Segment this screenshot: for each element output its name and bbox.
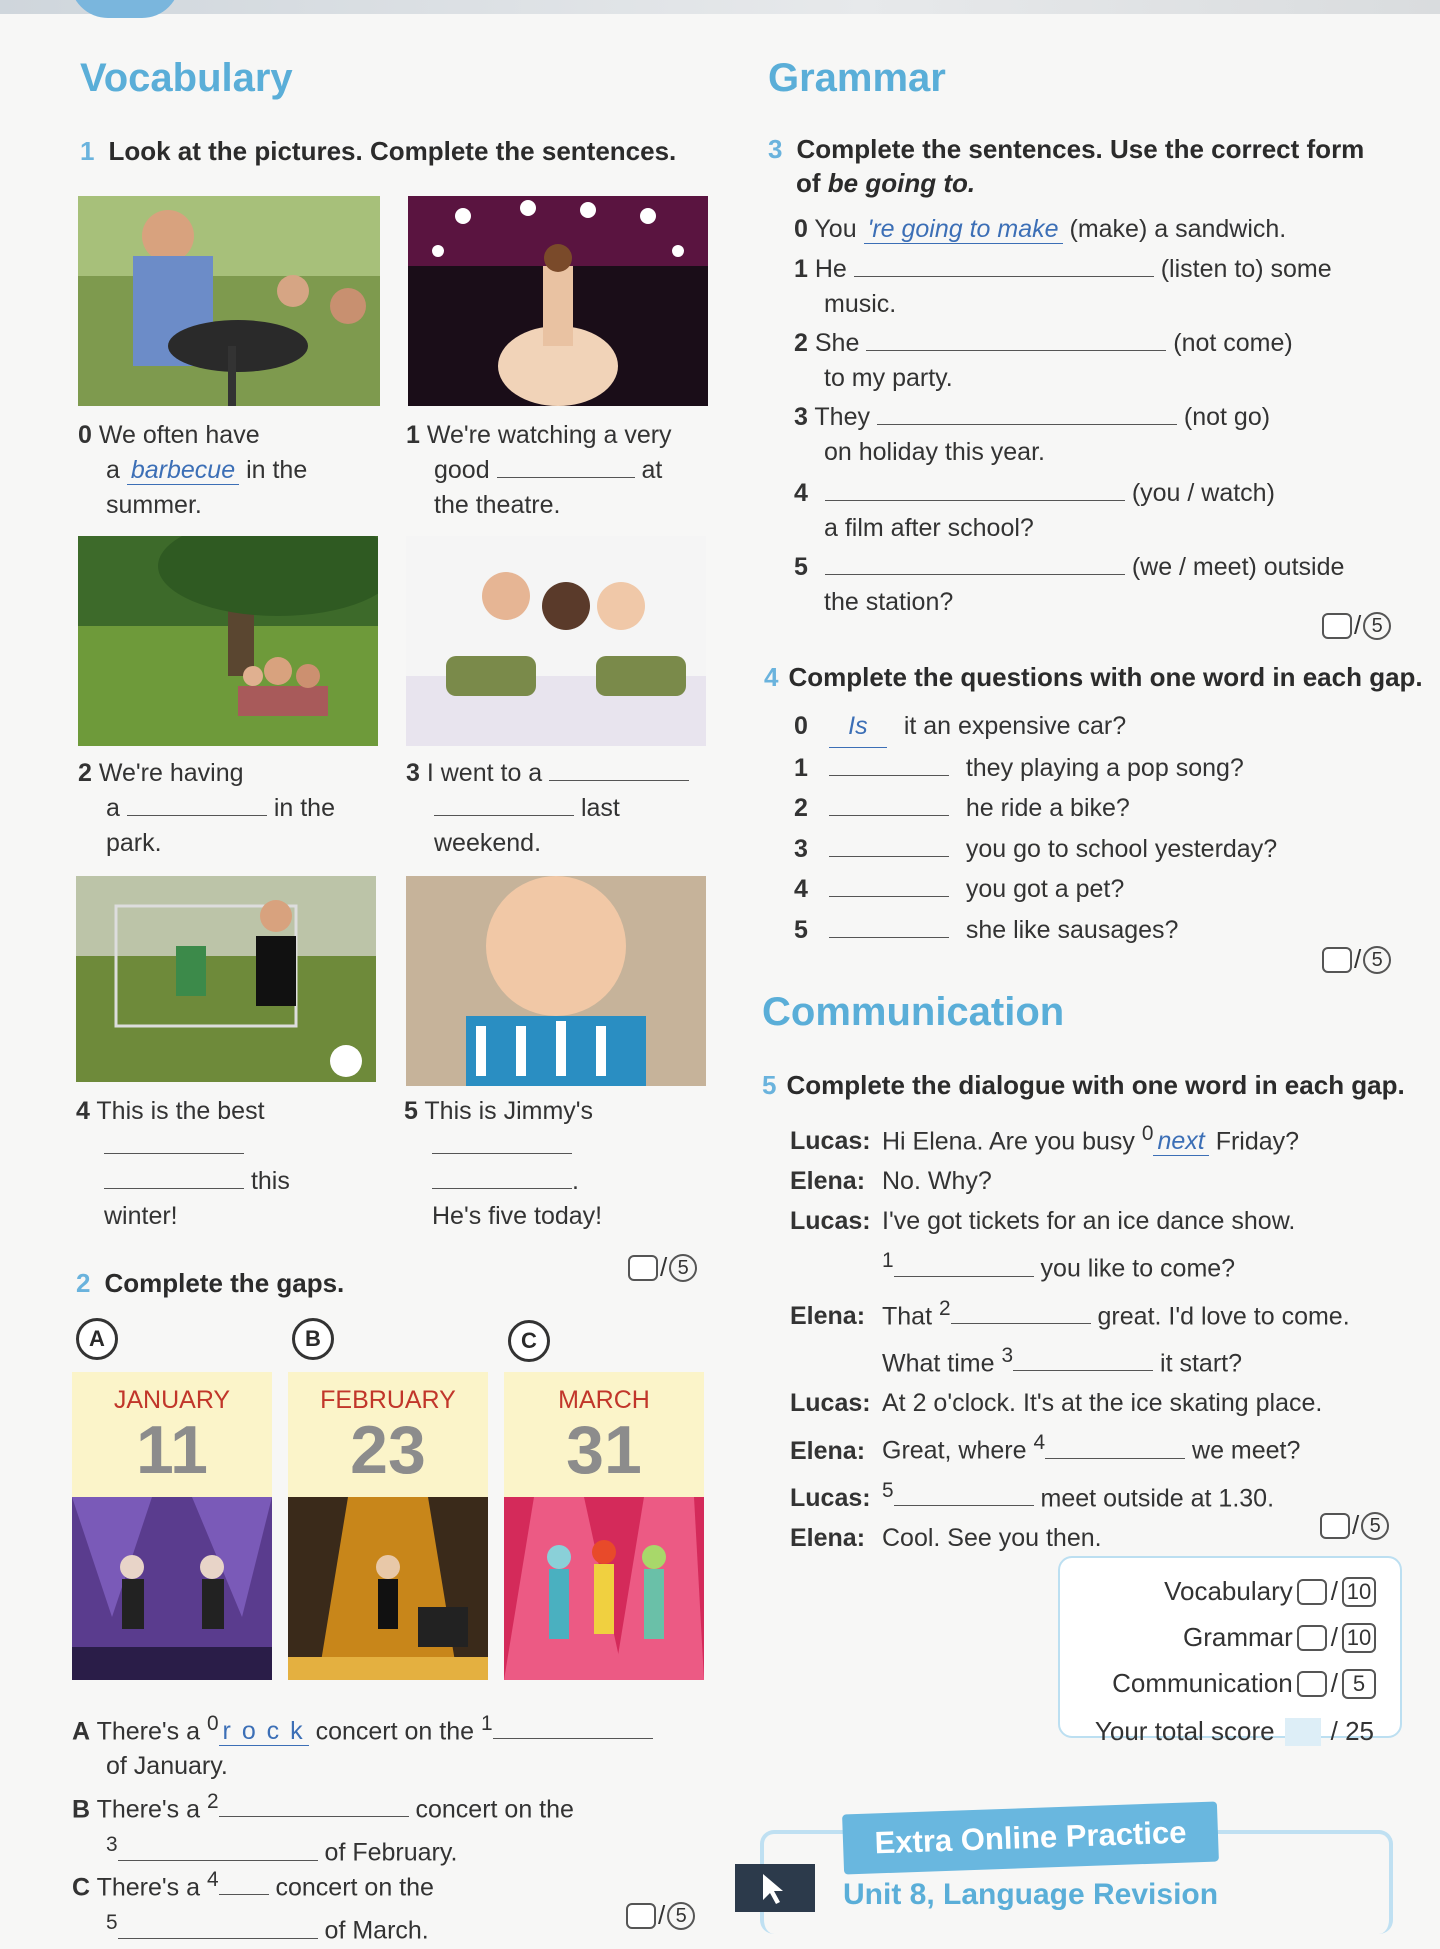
dialogue-text: Great, where — [882, 1436, 1027, 1465]
grammar-item-5 — [794, 550, 1344, 620]
theatre-singer-picture — [408, 196, 708, 406]
score-max: 5 — [1363, 946, 1391, 974]
item-text: on holiday this year. — [824, 438, 1045, 466]
gap-blank[interactable] — [877, 424, 1177, 425]
calendar-header — [504, 1372, 704, 1497]
item-number: 1 — [794, 753, 808, 782]
ex2-sentence-b — [72, 1784, 574, 1871]
dialogue-text: At 2 o'clock. It's at the ice skating place. — [882, 1389, 1323, 1418]
grammar-item-4 — [794, 476, 1275, 546]
barbecue-picture — [78, 196, 380, 406]
gap-blank[interactable] — [829, 937, 949, 938]
calendar-february — [288, 1372, 488, 1680]
gap-number: 3 — [106, 1833, 118, 1857]
gap-blank[interactable] — [866, 350, 1166, 351]
gap-blank[interactable] — [219, 1816, 409, 1817]
score-box[interactable] — [626, 1903, 656, 1929]
answer-going-to-make: 're going to make — [864, 215, 1063, 244]
gap-number: 5 — [106, 1911, 118, 1935]
total-score-box[interactable] — [1285, 1718, 1321, 1746]
gap-number: 0 — [206, 1712, 219, 1735]
item-text: the station? — [824, 588, 954, 616]
item-number: 5 — [794, 915, 808, 944]
item-text: the theatre. — [434, 491, 561, 519]
item-hint: (listen to) some — [1160, 255, 1332, 283]
answer-rock: r o c k — [219, 1717, 309, 1746]
dialogue-line — [790, 1471, 1350, 1518]
item-text: She — [814, 329, 860, 357]
item-text: They — [814, 403, 870, 431]
summary-label: Grammar — [1182, 1622, 1293, 1652]
item-text: you go to school yesterday? — [965, 834, 1278, 863]
item-text: park. — [106, 829, 162, 857]
picnic-picture — [78, 536, 378, 746]
item-text: you got a pet? — [965, 875, 1125, 903]
ex3-score: / 5 — [1322, 610, 1391, 641]
item-text: He's five today! — [432, 1202, 603, 1230]
sentence-label: C — [72, 1873, 91, 1902]
dialogue-line — [790, 1289, 1350, 1336]
calendar-b-badge: B — [292, 1318, 334, 1360]
item-text: last — [580, 794, 620, 822]
extra-practice-title[interactable]: Extra Online Practice — [842, 1801, 1219, 1874]
ex4-item-5 — [794, 910, 1277, 951]
score-box[interactable] — [1297, 1671, 1327, 1697]
answer-is: Is — [829, 706, 887, 748]
speaker-name: Lucas: — [790, 1389, 871, 1418]
calendar-january — [72, 1372, 272, 1680]
birthday-cake-picture — [406, 876, 706, 1086]
gap-blank[interactable] — [829, 775, 949, 776]
speaker-name: Lucas: — [790, 1207, 871, 1236]
sentence-text: of January. — [106, 1752, 228, 1781]
dialogue-text: it start? — [1160, 1349, 1243, 1378]
summary-max: 10 — [1342, 1623, 1376, 1653]
score-max: 5 — [669, 1254, 697, 1282]
dialogue-line — [790, 1114, 1350, 1161]
calendar-day: 31 — [566, 1412, 642, 1488]
summary-label: Vocabulary — [1164, 1576, 1293, 1606]
gap-number: 5 — [882, 1478, 894, 1502]
gap-number: 0 — [1141, 1122, 1154, 1145]
answer-barbecue: barbecue — [127, 456, 239, 485]
item-text: I went to a — [426, 759, 543, 787]
summary-row-communication: Communication / 5 — [1112, 1668, 1376, 1699]
gap-blank[interactable] — [497, 477, 635, 478]
item-text: This is the best — [96, 1097, 265, 1125]
ex5-instruction — [762, 1070, 1405, 1101]
item-number: 2 — [794, 794, 808, 822]
calendar-day: 23 — [350, 1412, 426, 1488]
item-text: a — [106, 794, 120, 822]
sentence-label: A — [72, 1717, 91, 1746]
ex4-score: / 5 — [1322, 944, 1391, 975]
gap-blank[interactable] — [432, 1153, 572, 1154]
dialogue-text: Hi Elena. Are you busy — [882, 1127, 1135, 1156]
sentence-text: There's a — [96, 1873, 200, 1902]
grammar-heading: Grammar — [768, 56, 946, 100]
score-max: 5 — [667, 1902, 695, 1930]
dialogue-line — [790, 1201, 1350, 1241]
ex2-sentence-c — [72, 1862, 434, 1949]
gap-blank[interactable] — [894, 1276, 1034, 1277]
dialogue-text: we meet? — [1192, 1436, 1301, 1465]
dialogue-text: Cool. See you then. — [882, 1523, 1102, 1552]
ex4-item-1 — [794, 748, 1277, 789]
speaker-name: Elena: — [790, 1436, 866, 1465]
item-text: You — [814, 215, 857, 243]
item-number: 1 — [406, 421, 420, 449]
vocabulary-heading: Vocabulary — [80, 56, 293, 100]
gap-number: 4 — [1033, 1431, 1046, 1455]
answer-next: next — [1153, 1127, 1208, 1156]
dialogue-text: Friday? — [1215, 1127, 1300, 1156]
item-number: 5 — [794, 553, 808, 581]
gap-blank[interactable] — [104, 1153, 244, 1154]
item-text: he ride a bike? — [965, 794, 1130, 822]
ex4-item-0 — [794, 706, 1277, 748]
score-box[interactable] — [1297, 1625, 1327, 1651]
sentence-text: concert on the — [415, 1795, 574, 1824]
ex4-number: 4 — [764, 662, 779, 692]
calendar-month: JANUARY — [113, 1386, 231, 1414]
summary-row-vocabulary: Vocabulary / 10 — [1164, 1576, 1376, 1607]
dialogue-text: you like to come? — [1040, 1254, 1236, 1283]
item-text: good — [434, 456, 490, 484]
gap-blank[interactable] — [829, 896, 949, 897]
vocab-item-1 — [406, 418, 672, 523]
ex1-score: / 5 — [628, 1252, 697, 1283]
sentence-text: of March. — [324, 1916, 429, 1945]
gap-blank[interactable] — [1045, 1458, 1185, 1459]
gap-blank[interactable] — [829, 856, 949, 857]
sentence-text: concert on the — [315, 1717, 475, 1746]
dialogue-line — [790, 1423, 1350, 1470]
item-number: 4 — [794, 479, 808, 507]
speaker-name: Elena: — [790, 1523, 866, 1552]
item-hint: (not come) — [1173, 329, 1293, 357]
gap-blank[interactable] — [432, 1188, 572, 1189]
vocab-item-4 — [76, 1094, 290, 1234]
calendar-month: MARCH — [558, 1386, 650, 1414]
item-text: a film after school? — [824, 514, 1034, 542]
item-number: 0 — [794, 215, 808, 243]
ex4-item-2 — [794, 788, 1277, 829]
unit-tab-shape — [70, 0, 180, 18]
summary-label: Communication — [1112, 1668, 1293, 1698]
item-text: weekend. — [434, 829, 542, 857]
ex3-instruction-text: of — [796, 168, 821, 198]
item-text: We often have — [98, 421, 260, 449]
item-number: 2 — [78, 759, 92, 787]
score-box[interactable] — [1320, 1513, 1350, 1539]
ex4-instruction-text: Complete the questions with one word in each gap. — [788, 662, 1423, 692]
item-text: in the — [273, 794, 335, 822]
gap-number: 2 — [938, 1296, 951, 1320]
item-number: 2 — [794, 329, 808, 357]
ex4-item-4 — [794, 869, 1277, 910]
gap-blank[interactable] — [951, 1323, 1091, 1324]
item-number: 1 — [794, 255, 808, 283]
speaker-name: Elena: — [790, 1301, 866, 1330]
item-text: they playing a pop song? — [965, 753, 1244, 782]
ex3-number: 3 — [768, 134, 783, 164]
item-text: at — [641, 456, 663, 484]
communication-heading: Communication — [762, 990, 1065, 1034]
total-label: Your total score — [1094, 1716, 1275, 1746]
score-box[interactable] — [1297, 1579, 1327, 1605]
dialogue-line — [790, 1336, 1350, 1383]
gap-blank[interactable] — [549, 780, 689, 781]
ex4-list — [794, 706, 1277, 950]
gap-blank[interactable] — [1013, 1370, 1153, 1371]
gap-blank[interactable] — [829, 815, 949, 816]
speaker-name: Elena: — [790, 1167, 866, 1196]
item-number: 4 — [76, 1097, 90, 1125]
ex2-sentence-a — [72, 1706, 653, 1784]
sentence-text: concert on the — [275, 1873, 434, 1902]
item-number: 3 — [406, 759, 420, 787]
grammar-item-1 — [794, 252, 1332, 322]
calendar-header — [288, 1372, 488, 1497]
item-text: this — [250, 1167, 290, 1195]
score-box[interactable] — [1322, 613, 1352, 639]
ex4-item-3 — [794, 829, 1277, 870]
item-number: 0 — [78, 421, 92, 449]
speaker-name: Lucas: — [790, 1127, 871, 1156]
dialogue-line — [790, 1518, 1350, 1558]
item-hint: (make) a sandwich. — [1069, 215, 1287, 243]
item-number: 5 — [404, 1097, 418, 1125]
vocab-item-3 — [406, 756, 689, 861]
gap-blank[interactable] — [493, 1738, 653, 1739]
calendar-day: 11 — [136, 1412, 208, 1488]
score-max: 5 — [1363, 612, 1391, 640]
calendar-a-badge: A — [76, 1318, 118, 1360]
ex5-number: 5 — [762, 1070, 777, 1100]
dialogue-text: meet outside at 1.30. — [1040, 1483, 1275, 1512]
dialogue-line — [790, 1383, 1350, 1423]
grammar-item-0 — [794, 212, 1286, 247]
ex3-instruction — [768, 132, 1364, 200]
rock-band-illustration — [72, 1497, 272, 1680]
extra-practice-link[interactable]: Unit 8, Language Revision — [843, 1878, 1219, 1911]
item-hint: (not go) — [1183, 403, 1271, 431]
item-text: summer. — [106, 491, 202, 519]
item-text: she like sausages? — [965, 915, 1179, 944]
gap-number: 4 — [206, 1868, 219, 1891]
speaker-name: Lucas: — [790, 1483, 871, 1512]
item-text: to my party. — [824, 364, 953, 392]
gap-number: 2 — [206, 1790, 219, 1813]
vocab-item-2 — [78, 756, 335, 861]
gap-number: 1 — [882, 1249, 894, 1273]
ex5-instruction-text: Complete the dialogue with one word in each gap. — [786, 1070, 1405, 1100]
summary-max: 5 — [1342, 1669, 1376, 1699]
vocab-item-5 — [404, 1094, 602, 1234]
calendar-header — [72, 1372, 272, 1497]
grammar-item-3 — [794, 400, 1270, 470]
calendar-march — [504, 1372, 704, 1680]
total-max: / 25 — [1330, 1716, 1374, 1746]
dialogue-text: No. Why? — [882, 1167, 992, 1196]
ex4-instruction — [764, 662, 1423, 693]
item-text: winter! — [104, 1202, 178, 1230]
item-text: We're having — [98, 759, 244, 787]
item-text: a — [106, 456, 120, 484]
item-number: 3 — [794, 834, 808, 863]
dialogue-line — [790, 1161, 1350, 1201]
item-hint: (you / watch) — [1131, 479, 1275, 507]
sentence-text: There's a — [96, 1795, 200, 1824]
gap-blank[interactable] — [118, 1938, 318, 1939]
gap-blank[interactable] — [894, 1505, 1034, 1506]
item-text: He — [814, 255, 847, 283]
ex5-score: / 5 — [1320, 1510, 1389, 1541]
gap-blank[interactable] — [104, 1188, 244, 1189]
ex2-number: 2 — [76, 1268, 91, 1298]
dialogue-line — [790, 1241, 1350, 1288]
dialogue-text: That — [882, 1301, 933, 1330]
ex2-instruction — [76, 1268, 344, 1299]
gap-blank[interactable] — [127, 815, 267, 816]
sleepover-picture — [406, 536, 706, 746]
item-number: 3 — [794, 403, 808, 431]
ex2-score: / 5 — [626, 1900, 695, 1931]
gap-blank[interactable] — [118, 1860, 318, 1861]
sentence-text: of February. — [324, 1838, 458, 1867]
item-text: in the — [246, 456, 308, 484]
item-number: 0 — [794, 712, 808, 740]
cursor-icon — [735, 1864, 815, 1912]
dialogue-text: I've got tickets for an ice dance show. — [882, 1207, 1296, 1236]
summary-row-grammar: Grammar / 10 — [1183, 1622, 1376, 1653]
item-text: . — [572, 1167, 579, 1195]
score-summary — [1058, 1556, 1402, 1746]
ex1-instruction-text: Look at the pictures. Complete the sentences. — [108, 136, 677, 166]
score-max: 5 — [1361, 1512, 1389, 1540]
top-banner — [0, 0, 1440, 14]
item-text: This is Jimmy's — [424, 1097, 594, 1125]
dialogue-text: What time — [882, 1349, 995, 1378]
dialogue — [790, 1114, 1350, 1558]
score-box[interactable] — [628, 1255, 658, 1281]
summary-total — [1095, 1716, 1374, 1747]
gap-blank[interactable] — [854, 276, 1154, 277]
football-picture — [76, 876, 376, 1082]
ex1-instruction — [80, 136, 676, 167]
pop-concert-illustration — [504, 1497, 704, 1680]
classical-concert-illustration — [288, 1497, 488, 1680]
grammar-item-2 — [794, 326, 1293, 396]
calendar-c-badge: C — [508, 1320, 550, 1362]
gap-number: 1 — [480, 1712, 493, 1735]
item-text: music. — [824, 290, 897, 318]
vocab-item-0 — [78, 418, 307, 523]
gap-blank[interactable] — [825, 574, 1125, 575]
ex3-instruction-emphasis: be going to. — [827, 168, 976, 198]
ex3-instruction-text: Complete the sentences. Use the correct form — [796, 134, 1365, 164]
ex1-number: 1 — [80, 136, 95, 166]
ex2-instruction-text: Complete the gaps. — [104, 1268, 345, 1298]
gap-number: 3 — [1001, 1343, 1014, 1367]
score-box[interactable] — [1322, 947, 1352, 973]
summary-max: 10 — [1342, 1577, 1376, 1607]
gap-blank[interactable] — [219, 1894, 269, 1895]
item-hint: (we / meet) outside — [1131, 553, 1345, 581]
item-text: it an expensive car? — [903, 712, 1127, 740]
dialogue-text: great. I'd love to come. — [1097, 1301, 1350, 1330]
calendar-month: FEBRUARY — [320, 1386, 456, 1414]
sentence-label: B — [72, 1795, 91, 1824]
item-number: 4 — [794, 875, 808, 903]
gap-blank[interactable] — [825, 500, 1125, 501]
item-text: We're watching a very — [426, 421, 672, 449]
sentence-text: There's a — [96, 1717, 200, 1746]
gap-blank[interactable] — [434, 815, 574, 816]
